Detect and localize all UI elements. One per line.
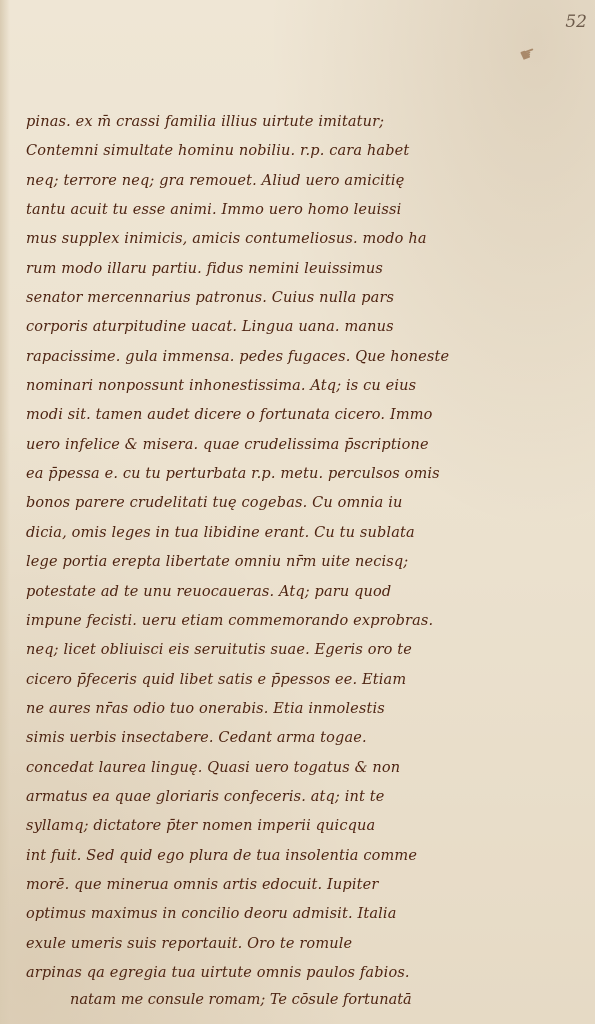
- text-line: syllamq; dictatore p̄ter nomen imperii quicqua: [26, 818, 376, 835]
- text-line: concedat laurea linguę. Quasi uero togatus & non: [26, 759, 401, 776]
- text-line: Contemni simultate hominu nobiliu. r.p. cara habet: [26, 143, 410, 160]
- closing-text-line: natam me consule romam; Te cōsule fortunatā: [70, 992, 412, 1008]
- text-line: neq; licet obliuisci eis seruitutis suae. Egeris oro te: [26, 642, 413, 659]
- page-edge-shadow: [0, 0, 10, 1024]
- main-text-block: [26, 108, 520, 988]
- text-line: rapacissime. gula immensa. pedes fugaces. Que honeste: [26, 348, 450, 365]
- pointing-hand-icon: ☛: [516, 41, 540, 68]
- text-line: impune fecisti. ueru etiam commemorando exprobras.: [26, 612, 434, 629]
- text-line: corporis aturpitudine uacat. Lingua uana. manus: [26, 319, 394, 336]
- text-line: dicia, omis leges in tua libidine erant. Cu tu sublata: [26, 524, 415, 541]
- text-line: lege portia erepta libertate omniu nr̄m uite necisq;: [26, 554, 409, 571]
- text-line: ea p̄pessa e. cu tu perturbata r.p. metu. perculsos omis: [26, 466, 440, 483]
- text-line: exule umeris suis reportauit. Oro te romule: [26, 935, 353, 952]
- text-line: potestate ad te unu reuocaueras. Atq; paru quod: [26, 583, 392, 600]
- text-line: modi sit. tamen audet dicere o fortunata cicero. Immo: [26, 407, 433, 424]
- text-line: mus supplex inimicis, amicis contumeliosus. modo ha: [26, 231, 427, 248]
- text-line: tantu acuit tu esse animi. Immo uero homo leuissi: [26, 202, 402, 219]
- text-line: cicero p̄feceris quid libet satis e p̄pessos ee. Etiam: [26, 671, 407, 688]
- text-line: senator mercennarius patronus. Cuius nulla pars: [26, 290, 395, 307]
- text-line: nominari nonpossunt inhonestissima. Atq; is cu eius: [26, 378, 417, 395]
- text-line: arpinas qa egregia tua uirtute omnis paulos fabios.: [26, 964, 410, 981]
- text-line: int fuit. Sed quid ego plura de tua insolentia comme: [26, 847, 418, 864]
- text-line: ne aures nr̄as odio tuo onerabis. Etia inmolestis: [26, 700, 385, 717]
- text-line: simis uerbis insectabere. Cedant arma togae.: [26, 730, 367, 747]
- text-line: armatus ea quae gloriaris confeceris. atq; int te: [26, 788, 385, 805]
- text-line: rum modo illaru partiu. fidus nemini leuissimus: [26, 260, 383, 277]
- text-line: bonos parere crudelitati tuę cogebas. Cu omnia iu: [26, 495, 403, 512]
- text-line: pinas. ex m̄ crassi familia illius uirtute imitatur;: [26, 114, 385, 130]
- folio-number: 52: [565, 12, 587, 32]
- text-line: uero infelice & misera. quae crudelissima p̄scriptione: [26, 436, 429, 453]
- text-line: optimus maximus in concilio deoru admisit. Italia: [26, 906, 397, 923]
- text-line: neq; terrore neq; gra remouet. Aliud uero amicitię: [26, 172, 405, 189]
- text-line: morē. que minerua omnis artis edocuit. Iupiter: [26, 876, 379, 893]
